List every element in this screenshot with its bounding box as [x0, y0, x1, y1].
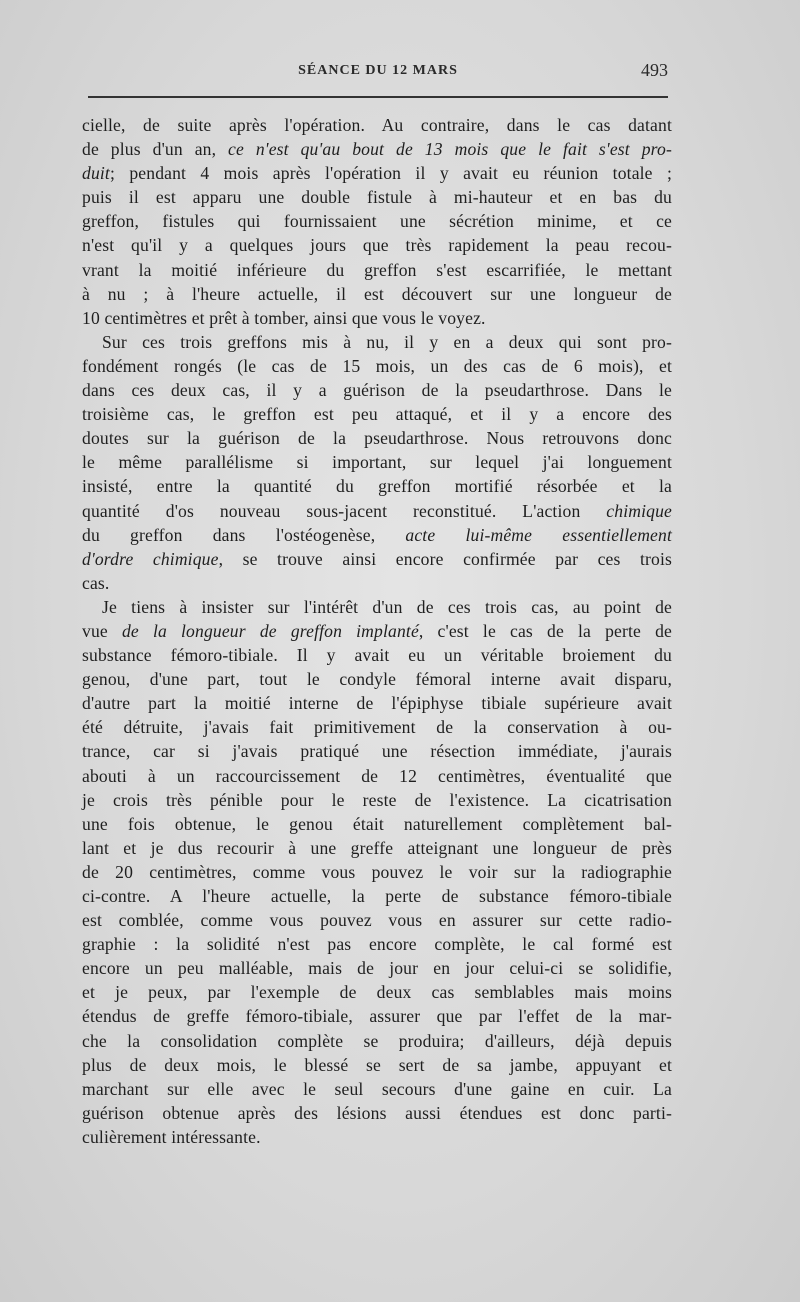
text-line: été détruite, j'avais fait primitivement de la conservation à ou- [82, 717, 672, 738]
text-line: doutes sur la guérison de la pseudarthrose. Nous retrouvons donc [82, 428, 672, 449]
text-line: de plus d'un an, ce n'est qu'au bout de 13 mois que le fait s'est pro- [82, 139, 672, 160]
text-line: vrant la moitié inférieure du greffon s'est escarrifiée, le mettant [82, 259, 672, 280]
text-line: le même parallélisme si important, sur lequel j'ai longuement [82, 452, 672, 473]
text-line: plus de deux mois, le blessé se sert de sa jambe, appuyant et [82, 1054, 672, 1075]
text-line: de 20 centimètres, comme vous pouvez le voir sur la radiographie [82, 861, 672, 882]
text-line: puis il est apparu une double fistule à mi-hauteur et en bas du [82, 187, 672, 208]
text-line: substance fémoro-tibiale. Il y avait eu un véritable broiement du [82, 645, 672, 666]
text-line: d'autre part la moitié interne de l'épiphyse tibiale supérieure avait [82, 693, 672, 714]
text-line: fondément rongés (le cas de 15 mois, un des cas de 6 mois), et [82, 355, 672, 376]
text-line: culièrement intéressante. [82, 1126, 261, 1147]
page-header [88, 60, 668, 84]
text-line: ci-contre. A l'heure actuelle, la perte de substance fémoro-tibiale [82, 886, 672, 906]
text-line: Sur ces trois greffons mis à nu, il y en a deux qui sont pro- [102, 331, 672, 352]
text-line: d'ordre chimique, se trouve ainsi encore confirmée par ces trois [82, 548, 673, 569]
text-line: troisième cas, le greffon est peu attaqué, et il y a encore des [82, 404, 672, 425]
text-line: graphie : la solidité n'est pas encore complète, le cal formé est [82, 934, 672, 955]
text-line: n'est qu'il y a quelques jours que très rapidement la peau recou- [82, 235, 672, 256]
text-line: est comblée, comme vous pouvez vous en assurer sur cette radio- [82, 910, 672, 931]
text-line: cas. [82, 572, 110, 593]
text-line: 10 centimètres et prêt à tomber, ainsi que vous le voyez. [82, 307, 486, 328]
body-text [82, 113, 672, 1149]
text-line: je crois très pénible pour le reste de l'existence. La cicatrisation [82, 789, 672, 810]
text-line: à nu ; à l'heure actuelle, il est découvert sur une longueur de [82, 283, 672, 304]
text-line: quantité d'os nouveau sous-jacent reconstitué. L'action chimique [82, 500, 672, 521]
page-number: 493 [641, 60, 668, 80]
text-line: du greffon dans l'ostéogenèse, acte lui-même essentiellement [82, 524, 672, 545]
header-rule [88, 96, 668, 98]
text-line: une fois obtenue, le genou était naturellement complètement bal- [82, 813, 672, 834]
running-head: SÉANCE DU 12 MARS [298, 63, 458, 78]
text-line: Je tiens à insister sur l'intérêt d'un de ces trois cas, au point de [102, 596, 672, 617]
text-line: insisté, entre la quantité du greffon mortifié résorbée et la [82, 476, 672, 497]
text-line: lant et je dus recourir à une greffe atteignant une longueur de près [82, 837, 672, 858]
text-line: abouti à un raccourcissement de 12 centimètres, éventualité que [82, 765, 672, 786]
text-line: et je peux, par l'exemple de deux cas semblables mais moins [82, 982, 672, 1003]
text-line: vue de la longueur de greffon implanté, c'est le cas de la perte de [82, 620, 673, 641]
text-line: trance, car si j'avais pratiqué une résection immédiate, j'aurais [82, 741, 672, 762]
text-line: greffon, fistules qui fournissaient une sécrétion minime, et ce [82, 211, 672, 232]
text-line: dans ces deux cas, il y a guérison de la pseudarthrose. Dans le [82, 380, 672, 401]
text-line: étendus de greffe fémoro-tibiale, assurer que par l'effet de la mar- [82, 1006, 672, 1027]
text-line: encore un peu malléable, mais de jour en jour celui-ci se solidifie, [82, 958, 672, 979]
text-line: che la consolidation complète se produira; d'ailleurs, déjà depuis [82, 1030, 672, 1051]
text-line: duit; pendant 4 mois après l'opération il y avait eu réunion totale ; [82, 163, 672, 184]
text-line: guérison obtenue après des lésions aussi étendues est donc parti- [82, 1102, 672, 1123]
text-line: marchant sur elle avec le seul secours d'une gaine en cuir. La [82, 1078, 672, 1099]
text-line: genou, d'une part, tout le condyle fémoral interne avait disparu, [82, 669, 672, 690]
text-line: cielle, de suite après l'opération. Au contraire, dans le cas datant [82, 115, 672, 135]
